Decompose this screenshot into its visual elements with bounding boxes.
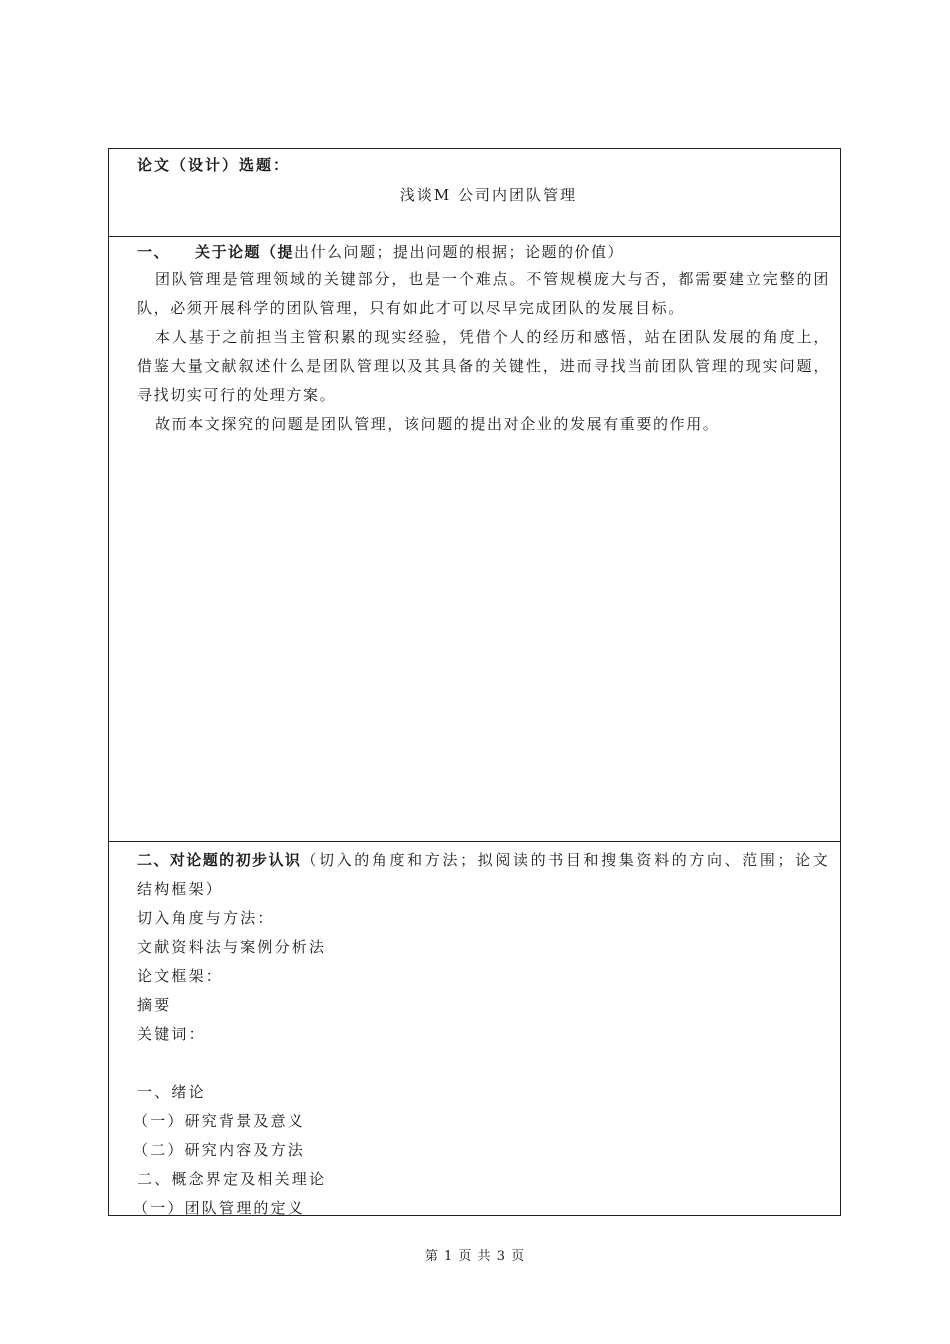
about-topic-heading (137, 241, 830, 263)
heading-bold: 关于论题（提 (195, 243, 295, 261)
proposal-form (108, 148, 841, 1216)
heading-rest: （切入的角度和方法；拟阅读的书目和搜集资料的方向、范围；论文结构框架） (137, 851, 830, 898)
heading-rest: 出什么问题；提出问题的根据；论题的价值） (294, 243, 625, 261)
paragraph: 本人基于之前担当主管积累的现实经验，凭借个人的经历和感悟，站在团队发展的角度上，借鉴大量文献叙述什么是团队管理以及其具备的关键性，进而寻找当前团队管理的现实问题，寻找切实可行的处理方案。 (137, 328, 830, 404)
outline-line: （二）研究内容及方法 (133, 1141, 306, 1159)
outline-line: 论文框架： (137, 967, 224, 985)
outline-line: 文献资料法与案例分析法 (137, 938, 327, 956)
paragraph: 故而本文探究的问题是团队管理，该问题的提出对企业的发展有重要的作用。 (155, 415, 720, 433)
topic-section (109, 149, 840, 237)
outline-list (133, 904, 830, 1223)
page-footer: 第 1 页 共 3 页 (424, 1249, 526, 1264)
topic-label: 论文（设计）选题： (137, 156, 291, 174)
section-number: 一、 (137, 243, 171, 261)
thesis-title: 浅谈M 公司内团队管理 (399, 186, 578, 204)
about-topic-section (109, 237, 840, 842)
outline-line: 摘要 (137, 996, 172, 1014)
outline-line: 关键词： (137, 1025, 206, 1043)
paragraph: 团队管理是管理领域的关键部分，也是一个难点。不管规模庞大与否，都需要建立完整的团队，必须开展科学的团队管理，只有如此才可以尽早完成团队的发展目标。 (137, 270, 830, 317)
preliminary-section (109, 842, 840, 1215)
outline-line: 二、概念界定及相关理论 (137, 1170, 327, 1188)
outline-line: 切入角度与方法： (137, 909, 275, 927)
preliminary-heading (137, 846, 830, 904)
outline-line: （一）团队管理的定义 (133, 1199, 306, 1217)
outline-line: （一）研究背景及意义 (133, 1112, 306, 1130)
outline-line: 一、绪论 (137, 1083, 206, 1101)
outline-line (137, 1049, 830, 1078)
heading-bold: 二、对论题的初步认识 (137, 851, 302, 869)
paragraph-list (137, 265, 830, 439)
